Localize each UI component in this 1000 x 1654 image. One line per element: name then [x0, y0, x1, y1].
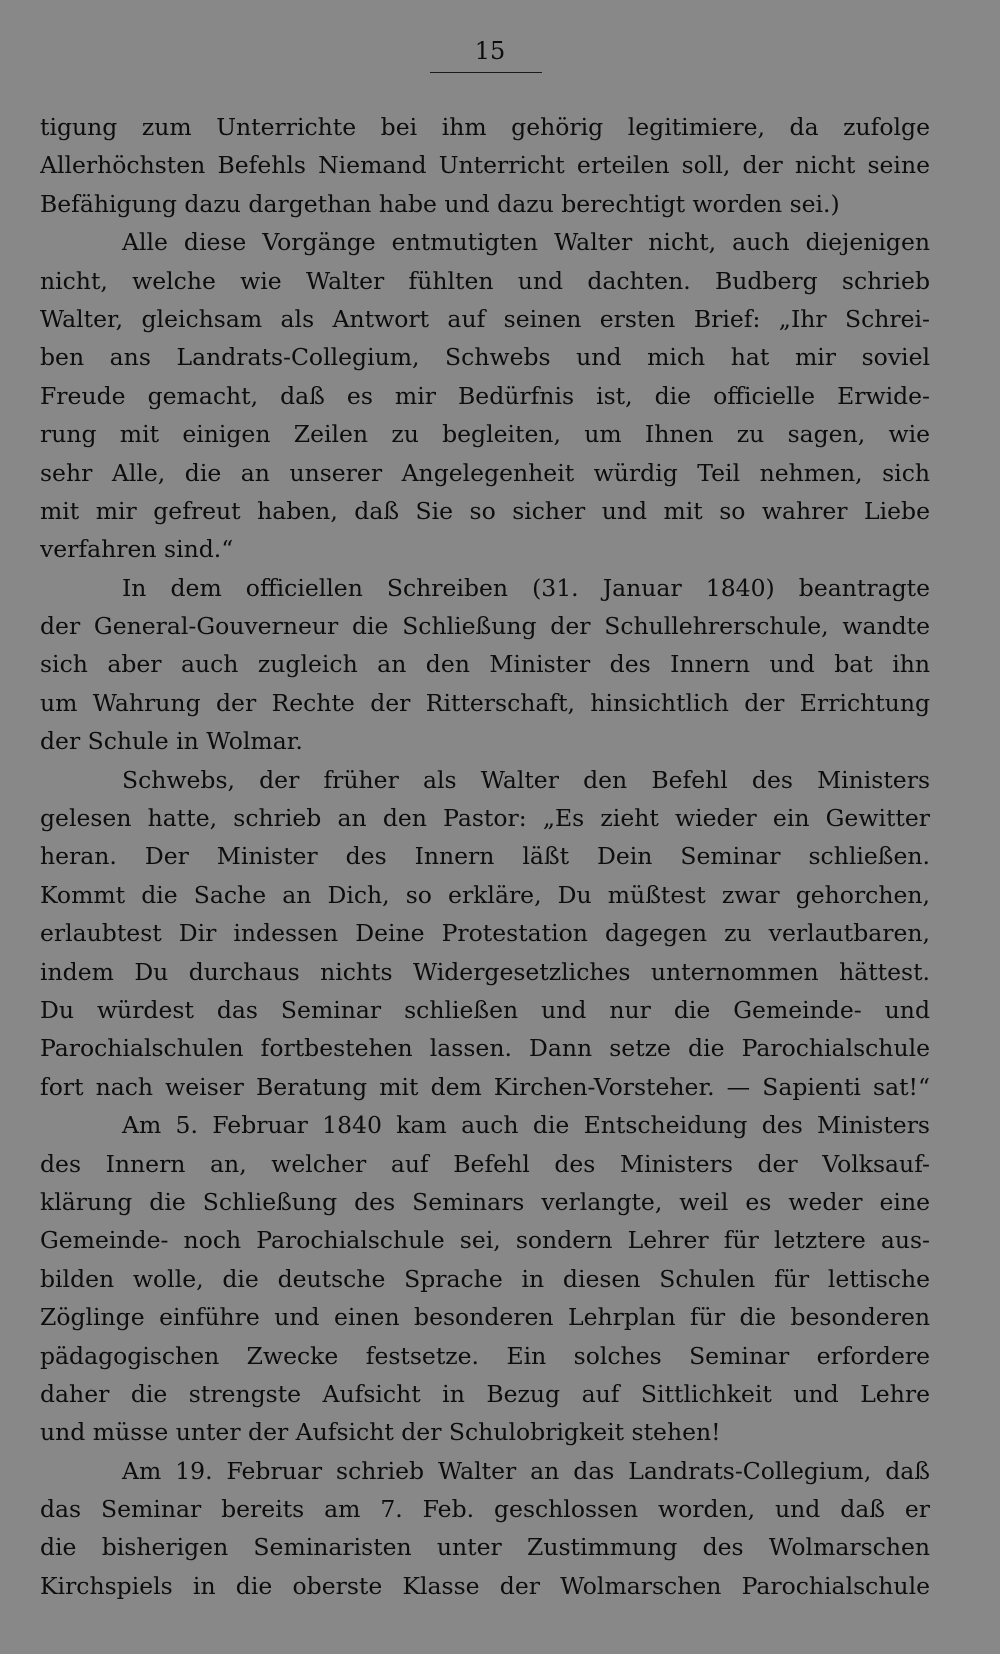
text-line: um Wahrung der Rechte der Ritterschaft, hinsichtlich der Errichtung [40, 688, 930, 717]
text-line: der Schule in Wolmar. [40, 727, 303, 756]
text-line: die bisherigen Seminaristen unter Zustimmung des Wolmarschen [40, 1533, 930, 1562]
text-line: In dem officiellen Schreiben (31. Januar 1840) beantragte [122, 573, 930, 602]
text-line: Freude gemacht, daß es mir Bedürfnis ist, die officielle Erwide- [40, 381, 930, 410]
text-line: heran. Der Minister des Innern läßt Dein Seminar schließen. [40, 842, 930, 871]
text-line: sich aber auch zugleich an den Minister des Innern und bat ihn [40, 650, 930, 679]
text-line: Kirchspiels in die oberste Klasse der Wolmarschen Parochialschule [40, 1571, 930, 1600]
text-line: Zöglinge einführe und einen besonderen Lehrplan für die besonderen [40, 1303, 930, 1332]
text-line: Walter, gleichsam als Antwort auf seinen ersten Brief: „Ihr Schrei- [40, 304, 930, 333]
text-line: und müsse unter der Aufsicht der Schulobrigkeit stehen! [40, 1418, 721, 1447]
text-line: Parochialschulen fortbestehen lassen. Dann setze die Parochialschule [40, 1034, 930, 1063]
text-line: sehr Alle, die an unserer Angelegenheit würdig Teil nehmen, sich [40, 458, 930, 487]
text-line: das Seminar bereits am 7. Feb. geschlossen worden, und daß er [40, 1495, 930, 1524]
text-line: Schwebs, der früher als Walter den Befehl des Ministers [122, 765, 930, 794]
text-line: Am 19. Februar schrieb Walter an das Landrats-Collegium, daß [122, 1456, 930, 1485]
text-line: der General-Gouverneur die Schließung der Schullehrerschule, wandte [40, 612, 930, 641]
text-line: klärung die Schließung des Seminars verlangte, weil es weder eine [40, 1187, 930, 1216]
text-line: des Innern an, welcher auf Befehl des Ministers der Volksauf- [40, 1149, 930, 1178]
text-line: bilden wolle, die deutsche Sprache in diesen Schulen für lettische [40, 1264, 930, 1293]
text-line: pädagogischen Zwecke festsetze. Ein solches Seminar erfordere [40, 1341, 930, 1370]
text-line: daher die strengste Aufsicht in Bezug auf Sittlichkeit und Lehre [40, 1379, 930, 1408]
page-number-rule [430, 72, 542, 73]
text-line: Du würdest das Seminar schließen und nur die Gemeinde- und [40, 995, 930, 1024]
text-line: Befähigung dazu dargethan habe und dazu berechtigt worden sei.) [40, 189, 840, 218]
text-line: mit mir gefreut haben, daß Sie so sicher und mit so wahrer Liebe [40, 496, 930, 525]
text-line: fort nach weiser Beratung mit dem Kirchen-Vorsteher. — Sapienti sat!“ [40, 1072, 930, 1101]
text-line: Allerhöchsten Befehls Niemand Unterricht erteilen soll, der nicht seine [40, 151, 930, 180]
text-line: indem Du durchaus nichts Widergesetzliches unternommen hättest. [40, 957, 930, 986]
text-line: ben ans Landrats-Collegium, Schwebs und mich hat mir soviel [40, 343, 930, 372]
text-line: tigung zum Unterrichte bei ihm gehörig legitimiere, da zufolge [40, 113, 930, 141]
text-line: rung mit einigen Zeilen zu begleiten, um Ihnen zu sagen, wie [40, 420, 930, 449]
text-line: Gemeinde- noch Parochialschule sei, sondern Lehrer für letztere aus- [40, 1226, 930, 1255]
text-line: nicht, welche wie Walter fühlten und dachten. Budberg schrieb [40, 266, 930, 295]
text-line: verfahren sind.“ [40, 535, 234, 564]
text-line: Am 5. Februar 1840 kam auch die Entscheidung des Ministers [122, 1111, 930, 1140]
text-line: Kommt die Sache an Dich, so erkläre, Du müßtest zwar gehorchen, [40, 880, 930, 909]
text-line: gelesen hatte, schrieb an den Pastor: „Es zieht wieder ein Gewitter [40, 804, 930, 833]
text-line: erlaubtest Dir indessen Deine Protestation dagegen zu verlautbaren, [40, 919, 930, 948]
text-line: Alle diese Vorgänge entmutigten Walter nicht, auch diejenigen [122, 228, 930, 257]
body-text [40, 108, 930, 1605]
page-number: 15 [474, 37, 506, 65]
